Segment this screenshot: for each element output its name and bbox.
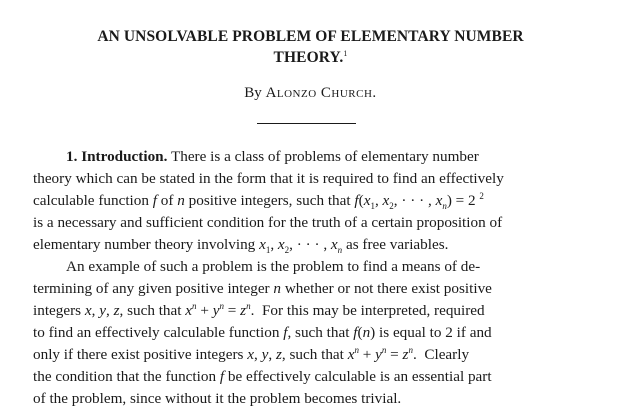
title-footnote-mark: 1 <box>343 48 348 58</box>
text-line-6: An example of such a problem is the problem to find a means of de- <box>66 258 481 275</box>
byline-prefix: By <box>244 85 262 101</box>
text-line-8: integers x, y, z, such that $x^n + y^n = z^n$. For this may be interpreted, required <box>33 300 485 319</box>
text-line-11: the condition that the function f be effectively calculable is an essential part <box>33 368 492 385</box>
text-line-2: theory which can be stated in the form that it is required to find an effectively <box>33 170 504 187</box>
section-number: 1. <box>66 148 78 165</box>
text-line-7: termining of any given positive integer n whether or not there exist positive <box>33 280 492 297</box>
paper-title-line-2-text: THEORY. <box>273 49 344 66</box>
byline <box>0 85 621 102</box>
text-line-4: is a necessary and sufficient condition for the truth of a certain proposition of <box>33 214 503 231</box>
margin-superscript: 2 <box>479 190 484 201</box>
paper-title-line-1: AN UNSOLVABLE PROBLEM OF ELEMENTARY NUMBER <box>97 28 524 45</box>
text-line-5: elementary number theory involving $x_1$, $x_2$, · · · , $x_n$ as free variables. <box>33 236 449 256</box>
text-line-3: calculable function f of n positive integers, such that $f(x_1$, $x_2$, · · · , $x_n) = 2$ $^2$ <box>33 190 484 212</box>
text-line-10: only if there exist positive integers x, y, z, such that $x^n + y^n = z^n$. Clearly <box>33 344 470 363</box>
text-line-9: to find an effectively calculable function f, such that f(n) is equal to 2 if and <box>33 324 492 341</box>
section-heading: Introduction. <box>81 148 168 165</box>
author-name: Alonzo Church. <box>265 85 377 101</box>
text-line-1-body: There is a class of problems of elementary number <box>167 148 479 165</box>
text-line-12: of the problem, since without it the problem becomes trivial. <box>33 390 402 407</box>
paper-title-line-2 <box>0 49 621 67</box>
text-line-1 <box>66 148 479 166</box>
title-divider <box>257 123 356 124</box>
